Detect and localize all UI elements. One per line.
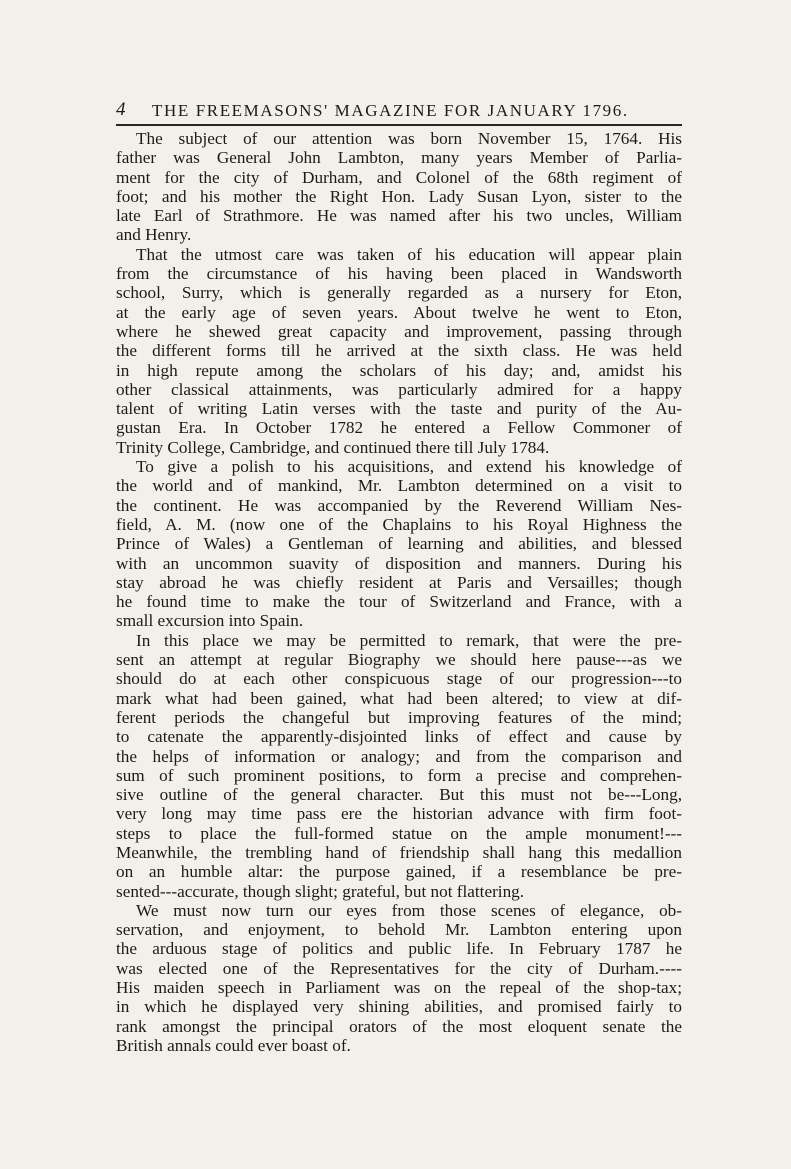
- text-line: very long may time pass ere the historian advance with firm foot-: [116, 804, 682, 824]
- text-line: sent an attempt at regular Biography we should here pause---as we: [116, 650, 682, 670]
- text-line: the world and of mankind, Mr. Lambton determined on a visit to: [116, 476, 682, 496]
- text-line: the different forms till he arrived at the sixth class. He was held: [116, 341, 682, 361]
- text-line: We must now turn our eyes from those scenes of elegance, ob-: [136, 900, 682, 920]
- text-line: servation, and enjoyment, to behold Mr. Lambton entering upon: [116, 920, 682, 940]
- text-line: should do at each other conspicuous stage of our progression---to: [116, 669, 682, 689]
- text-line: sum of such prominent positions, to form a precise and comprehen-: [116, 765, 682, 785]
- text-line: His maiden speech in Parliament was on the repeal of the shop-tax;: [116, 978, 682, 998]
- text-line: on an humble altar: the purpose gained, if a resemblance be pre-: [116, 862, 682, 882]
- text-line: In this place we may be permitted to remark, that were the pre-: [136, 630, 682, 650]
- text-line: in which he displayed very shining abilities, and promised fairly to: [116, 997, 682, 1017]
- text-line: school, Surry, which is generally regarded as a nursery for Eton,: [116, 283, 682, 303]
- text-line: Meanwhile, the trembling hand of friendship shall hang this medallion: [116, 842, 682, 862]
- text-line: gustan Era. In October 1782 he entered a Fellow Commoner of: [116, 418, 682, 438]
- text-line: The subject of our attention was born November 15, 1764. His: [136, 129, 682, 148]
- text-line: other classical attainments, was particularly admired for a happy: [116, 379, 682, 399]
- text-line: British annals could ever boast of.: [116, 1035, 351, 1055]
- text-line: in high repute among the scholars of his day; and, amidst his: [116, 360, 682, 380]
- text-line: ment for the city of Durham, and Colonel of the 68th regiment of: [116, 167, 682, 187]
- article-body: [116, 129, 682, 1055]
- text-line: talent of writing Latin verses with the taste and purity of the Au-: [116, 399, 682, 419]
- text-line: he found time to make the tour of Switzerland and France, with a: [116, 592, 682, 612]
- text-line: To give a polish to his acquisitions, and extend his knowledge of: [136, 457, 682, 477]
- text-line: the continent. He was accompanied by the Reverend William Nes-: [116, 495, 682, 515]
- text-line: sented---accurate, though slight; grateful, but not flattering.: [116, 881, 525, 901]
- header-rule: [116, 124, 682, 126]
- text-line: stay abroad he was chiefly resident at Paris and Versailles; though: [116, 572, 682, 592]
- text-line: ferent periods the changeful but improving features of the mind;: [116, 707, 682, 727]
- text-line: and Henry.: [116, 225, 192, 245]
- text-line: foot; and his mother the Right Hon. Lady Susan Lyon, sister to the: [116, 186, 682, 206]
- text-line: rank amongst the principal orators of the most eloquent senate the: [116, 1016, 682, 1036]
- text-line: late Earl of Strathmore. He was named after his two uncles, William: [116, 206, 682, 226]
- text-line: to catenate the apparently-disjointed links of effect and cause by: [116, 727, 682, 747]
- text-line: steps to place the full-formed statue on the ample monument!---: [116, 823, 682, 843]
- text-line: at the early age of seven years. About twelve he went to Eton,: [116, 302, 682, 322]
- text-line: the arduous stage of politics and public life. In February 1787 he: [116, 939, 682, 959]
- text-line: from the circumstance of his having been placed in Wandsworth: [116, 264, 682, 284]
- text-line: with an uncommon suavity of disposition and manners. During his: [116, 553, 682, 573]
- text-line: the helps of information or analogy; and from the comparison and: [116, 746, 682, 766]
- page-number: 4: [116, 99, 126, 120]
- text-line: sive outline of the general character. But this must not be---Long,: [116, 785, 682, 805]
- page-header: [116, 95, 682, 125]
- text-line: Trinity College, Cambridge, and continued there till July 1784.: [116, 437, 550, 457]
- text-line: father was General John Lambton, many years Member of Parlia-: [116, 148, 682, 168]
- text-line: was elected one of the Representatives for the city of Durham.----: [116, 958, 682, 978]
- text-line: That the utmost care was taken of his education will appear plain: [136, 244, 682, 264]
- text-line: small excursion into Spain.: [116, 611, 304, 631]
- text-line: where he shewed great capacity and improvement, passing through: [116, 321, 682, 341]
- text-line: Prince of Wales) a Gentleman of learning and abilities, and blessed: [116, 534, 682, 554]
- text-line: mark what had been gained, what had been altered; to view at dif-: [116, 688, 682, 708]
- text-line: field, A. M. (now one of the Chaplains to his Royal Highness the: [116, 514, 682, 534]
- running-head: THE FREEMASONS' MAGAZINE FOR JANUARY 1796.: [152, 101, 629, 120]
